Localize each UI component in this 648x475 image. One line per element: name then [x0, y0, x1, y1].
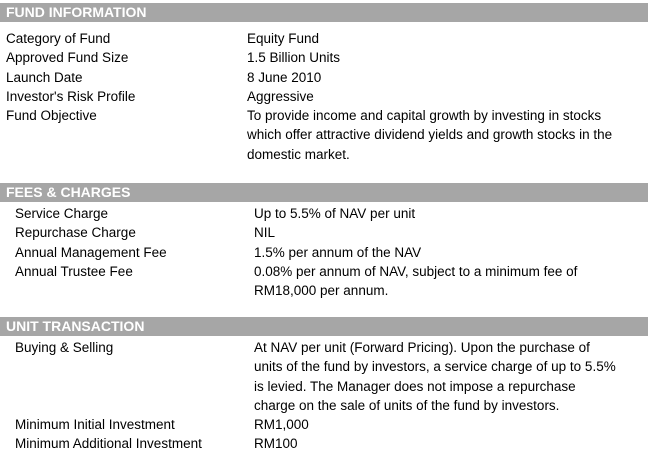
table-row — [0, 338, 648, 415]
row-label: Minimum Initial Investment — [15, 417, 175, 433]
table-row — [0, 87, 648, 106]
row-value: 8 June 2010 — [247, 69, 322, 85]
row-label: Annual Trustee Fee — [15, 263, 133, 279]
row-value: 1.5% per annum of the NAV — [254, 244, 422, 260]
unit-transaction-header: UNIT TRANSACTION — [0, 316, 648, 337]
row-value: NIL — [254, 225, 276, 241]
row-value: RM1,000 — [254, 417, 309, 433]
row-label: Investor's Risk Profile — [6, 88, 136, 104]
fund-information-table — [0, 29, 648, 164]
row-value: RM100 — [254, 436, 298, 452]
table-row — [0, 243, 648, 262]
row-label: Launch Date — [6, 69, 83, 85]
table-row — [0, 434, 648, 453]
fund-information-section — [0, 2, 648, 164]
table-row — [0, 262, 648, 301]
row-value: Aggressive — [247, 88, 314, 104]
unit-transaction-section — [0, 316, 648, 454]
row-label: Annual Management Fee — [15, 244, 167, 260]
fees-charges-header: FEES & CHARGES — [0, 182, 648, 203]
table-row — [0, 223, 648, 242]
row-label: Buying & Selling — [15, 340, 114, 355]
row-label: Approved Fund Size — [6, 50, 129, 66]
row-value: At NAV per unit (Forward Pricing). Upon the purchase of units of the fund by investors, a service charge of up to 5.5% is levied. The Manager does not impose a repurchase charge on the sale of units of the fund by investors. — [254, 340, 616, 413]
table-row — [0, 204, 648, 223]
table-row — [0, 106, 648, 164]
fees-charges-section — [0, 182, 648, 300]
fees-charges-table — [0, 204, 648, 300]
row-label: Minimum Additional Investment — [15, 436, 202, 452]
row-value: To provide income and capital growth by investing in stocks which offer attractive dividend yields and growth stocks in the domestic market. — [247, 108, 613, 162]
row-label: Repurchase Charge — [15, 225, 136, 241]
table-row — [0, 415, 648, 434]
row-label: Fund Objective — [6, 108, 97, 124]
row-value: Up to 5.5% of NAV per unit — [254, 206, 416, 221]
fund-information-header: FUND INFORMATION — [0, 2, 648, 23]
row-value: 0.08% per annum of NAV, subject to a minimum fee of RM18,000 per annum. — [254, 263, 578, 299]
table-row — [0, 48, 648, 67]
row-label: Service Charge — [15, 206, 109, 221]
row-value: 1.5 Billion Units — [247, 50, 341, 66]
table-row — [0, 29, 648, 48]
table-row — [0, 68, 648, 87]
unit-transaction-table — [0, 338, 648, 454]
row-label: Category of Fund — [6, 31, 111, 46]
row-value: Equity Fund — [247, 31, 320, 46]
